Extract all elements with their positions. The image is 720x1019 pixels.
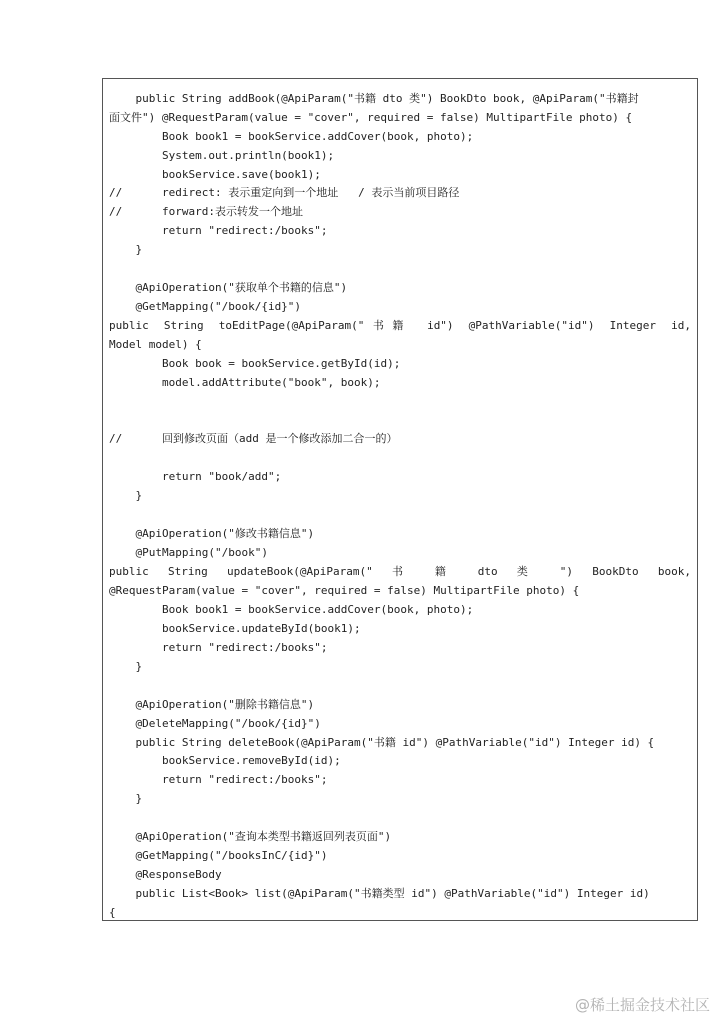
code-line: public String toEditPage(@ApiParam("书籍 id") @PathVariable("id") Integer id, [109,319,691,332]
code-line: public String addBook(@ApiParam("书籍 dto 类") BookDto book, @ApiParam("书籍封 [109,92,639,105]
code-line [109,392,691,411]
code-line: public String deleteBook(@ApiParam("书籍 id") @PathVariable("id") Integer id) { [109,736,655,749]
code-line: @ApiOperation("修改书籍信息") [109,527,315,540]
code-line: } [109,660,143,673]
code-line: System.out.println(book1); [109,149,335,162]
code-line: bookService.updateById(book1); [109,622,361,635]
code-line: return "redirect:/books"; [109,641,328,654]
code-line: @ResponseBody [109,868,222,881]
code-line: @ApiOperation("查询本类型书籍返回列表页面") [109,830,392,843]
code-line: @GetMapping("/booksInC/{id}") [109,849,328,862]
code-line: bookService.save(book1); [109,168,321,181]
code-block [102,78,698,921]
code-line: // 回到修改页面（add 是一个修改添加二合一的） [109,432,398,445]
code-line [109,448,691,467]
code-line: { [109,906,116,919]
watermark: @稀土掘金技术社区 [574,996,710,1014]
code-line: } [109,243,143,256]
code-line: model.addAttribute("book", book); [109,376,381,389]
code-line: } [109,489,143,502]
code-line: @PutMapping("/book") [109,546,268,559]
code-line [109,259,691,278]
code-line: // forward:表示转发一个地址 [109,205,303,218]
code-line: @GetMapping("/book/{id}") [109,300,302,313]
code-line: return "redirect:/books"; [109,773,328,786]
code-line: // redirect: 表示重定向到一个地址 / 表示当前项目路径 [109,186,460,199]
code-line: @DeleteMapping("/book/{id}") [109,717,321,730]
code-line: bookService.removeById(id); [109,754,341,767]
code-line: 面文件") @RequestParam(value = "cover", required = false) MultipartFile photo) { [109,111,633,124]
code-line: Model model) { [109,338,202,351]
code-line: @ApiOperation("获取单个书籍的信息") [109,281,348,294]
code-line: return "redirect:/books"; [109,224,328,237]
code-line: @ApiOperation("删除书籍信息") [109,698,315,711]
code-line: public List<Book> list(@ApiParam("书籍类型 id") @PathVariable("id") Integer id) [109,887,650,900]
code-line [109,808,691,827]
code-line [109,505,691,524]
code-line: Book book = bookService.getById(id); [109,357,401,370]
code-line: @RequestParam(value = "cover", required = false) MultipartFile photo) { [109,584,580,597]
code-line: Book book1 = bookService.addCover(book, photo); [109,603,474,616]
code-line: return "book/add"; [109,470,282,483]
code-line [109,676,691,695]
code-line [109,411,691,430]
code-line: } [109,792,143,805]
code-line: Book book1 = bookService.addCover(book, photo); [109,130,474,143]
code-line: public String updateBook(@ApiParam(" 书 籍 dto 类 ") BookDto book, [109,565,691,578]
